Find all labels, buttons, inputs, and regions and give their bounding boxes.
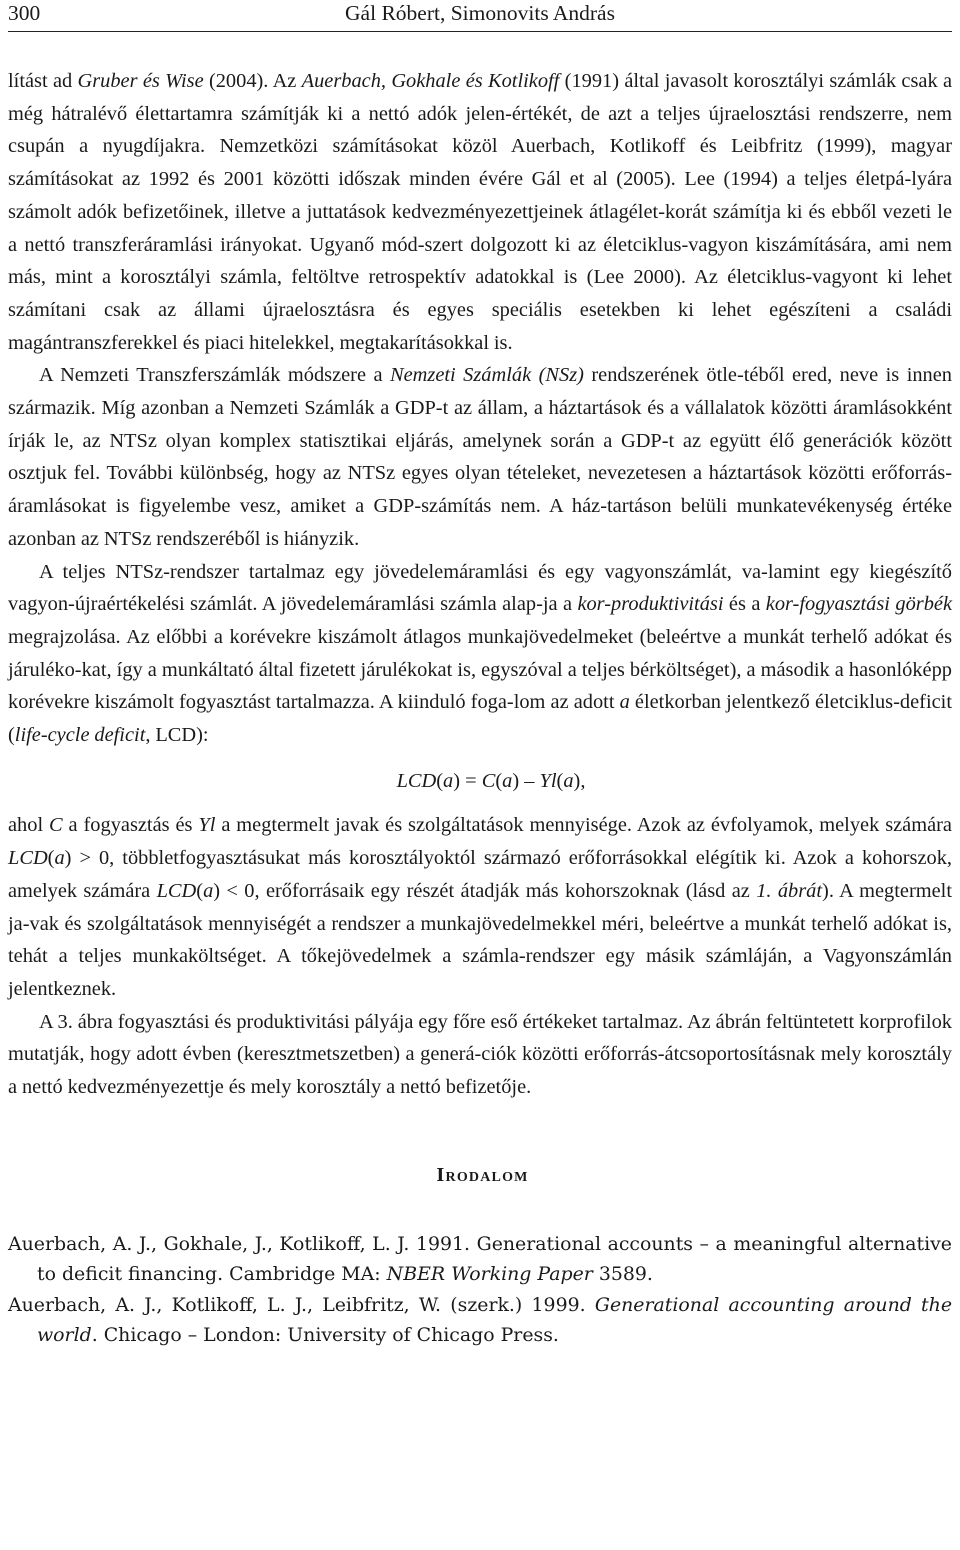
italic-text: NBER Working Paper (386, 1263, 593, 1286)
text-run: ) > 0, többletfogyasztásukat más korosztályoktól származó erőforrásokkal elégítik ki. Azok a kohorszok, amelyek számára (8, 847, 952, 902)
italic-text: Generational accounting around the world (37, 1293, 952, 1347)
italic-text: LCD (156, 879, 197, 902)
text-run: és a (723, 593, 766, 616)
italic-text: Yl (198, 814, 216, 837)
italic-text: a (502, 769, 513, 792)
paragraph (8, 809, 952, 1005)
text-run: ) < 0, erőforrásaik egy részét átadják más kohorszoknak (lásd az (213, 879, 757, 902)
text-run: lítást ad (8, 70, 78, 92)
running-title: Gál Róbert, Simonovits András (345, 1, 615, 25)
text-run: (2004). Az (203, 70, 302, 92)
text-run: ), (573, 769, 586, 792)
italic-text: C (481, 769, 496, 792)
text-run: ( (556, 769, 564, 792)
text-run: életkorban jelentkező életciklus-deficit ( (8, 691, 952, 747)
text-run: ( (47, 847, 55, 870)
text-run: . Chicago – London: University of Chicago Press. (91, 1324, 559, 1347)
text-run: rendszerének ötle-téből ered, neve is innen származik. Míg azonban a Nemzeti Számlák a GDP-t az állam, a háztartások és a vállalatok közötti áramlásokként írják le, az NTSz olyan komplex statisztikai eljárás, amelynek során a GDP-t az együtt élő generációk között osztjuk fel. További különbség, hogy az NTSz egyes olyan tételeket, nevezetesen a háztartások közötti erőforrás-áramlásokat is figyelembe vesz, amiket a GDP-számítás nem. A ház-tartáson belüli munkatevékenység értéke azonban az NTSz rendszeréből is hiányzik. (8, 364, 952, 550)
italic-text: 1. ábrát (756, 879, 823, 902)
text-run: A teljes NTSz-rendszer tartalmaz egy jövedelemáramlási és egy vagyonszámlát, va-lamint egy kiegészítő vagyon-újraértékelési számlát. A jövedelemáramlási számla alap-ja a (8, 560, 952, 616)
italic-text: Nemzeti Számlák (NSz) (390, 364, 584, 387)
italic-text: a (619, 691, 630, 714)
body-text (8, 65, 952, 1351)
italic-text: LCD (8, 847, 48, 870)
text-run: ( (196, 879, 204, 902)
text-run: ) = (453, 769, 482, 792)
text-run: a megtermelt javak és szolgáltatások mennyisége. Azok az évfolyamok, melyek számára (215, 814, 952, 837)
italic-text: Yl (539, 769, 557, 792)
italic-text: LCD (396, 769, 437, 792)
paragraphs-before-formula (8, 65, 952, 752)
italic-text: a (563, 769, 574, 792)
section-title: Irodalom (436, 1163, 529, 1186)
text-run: A 3. ábra fogyasztási és produktivitási pályája egy főre eső értékeket tartalmaz. Az ábrán feltüntetett korprofilok mutatják, hogy adott évben (keresztmetszetben) a generá-ciók közötti erőforrás-átcsoportosításnak mely korosztály a nettó kedvezményezettje és mely korosztály a nettó befizetője. (8, 1010, 952, 1099)
header-rule (8, 31, 952, 32)
paragraph (8, 65, 952, 359)
italic-text: Gruber és Wise (77, 70, 204, 92)
italic-text: Auerbach, Gokhale és Kotlikoff (301, 70, 560, 92)
text-run: 3589. (592, 1263, 653, 1286)
text-run: ( (495, 769, 503, 792)
reference-list (8, 1229, 952, 1351)
italic-text: a (203, 879, 214, 902)
text-run: a fogyasztás és (62, 814, 199, 837)
text-run: Auerbach, A. J., Gokhale, J., Kotlikoff, L. J. 1991. Generational accounts – a meaningful alternative to deficit financing. Cambridge MA: (8, 1232, 952, 1286)
paragraphs-after-formula (8, 809, 952, 1103)
text-run: megrajzolása. Az előbbi a korévekre kiszámolt átlagos munkajövedelmeket (beleértve a munkát terhelő adókat és járuléko-kat, így a munkáltató által fizetett járulékokat is, egyszóval a teljes bérköltséget), a második a hasonlóképp korévekre kiszámolt fogyasztást tartalmazza. A kiinduló foga-lom az adott (8, 625, 952, 714)
reference-entry (8, 1229, 952, 1290)
text-run: A Nemzeti Transzferszámlák módszere a (39, 364, 391, 387)
text-run: (1991) által javasolt korosztályi számlák csak a még hátralévő élettartamra számítják ki a nettó adók jelen-értékét, de azt a teljes újraelosztási rendszerre, nem csupán a nyugdíjakra. Nemzetközi számításokat közöl Auerbach, Kotlikoff és Leibfritz (1999), magyar számításokat az 1992 és 2001 közötti időszak minden évére Gál et al (2005). Lee (1994) a teljes életpá-lyára számolt adók befizetőinek, illetve a juttatások kedvezményezettjeinek átlagélet-korát számítja ki és ebből vezeti le a nettó transzferáramlási irányokat. Ugyanő mód-szert dolgozott ki az életciklus-vagyon kiszámítására, ami nem más, mint a korosztályi számla, feltöltve retrospektív adatokkal is (Lee 2000). Az életciklus-vagyont ki lehet számítani csak az állami újraelosztásra és egyes speciális esetekben ki lehet egészíteni a családi magántranszferekkel és piaci hitelekkel, megtakarításokkal is. (8, 70, 953, 354)
italic-text: a (54, 847, 65, 870)
running-head (8, 0, 952, 30)
italic-text: kor-produktivitási (577, 593, 724, 616)
paragraph (8, 1006, 952, 1104)
italic-text: a (443, 769, 454, 792)
reference-entry (8, 1290, 952, 1351)
formula (8, 765, 952, 798)
text-run: Auerbach, A. J., Kotlikoff, L. J., Leibfritz, W. (szerk.) 1999. (8, 1293, 595, 1316)
italic-text: C (49, 814, 63, 837)
italic-text: kor-fogyasztási görbék (765, 593, 953, 616)
italic-text: life-cycle deficit (14, 724, 146, 747)
text-run: ). A megtermelt ja-vak és szolgáltatások mennyiségét a rendszer a munkajövedelmekkel méri, beleértve a munkát terhelő adókat is, tehát a teljes munkaköltséget. A tőkejövedelmek a számla-rendszer egy másik számláján, a Vagyonszámlán jelentkeznek. (8, 879, 952, 1000)
paragraph (8, 359, 952, 555)
text-run: ) – (512, 769, 540, 792)
page-number: 300 (8, 1, 41, 25)
text-run: ahol (8, 814, 50, 837)
text-run: ( (436, 769, 444, 792)
text-run: , LCD): (145, 724, 209, 747)
paragraph (8, 556, 952, 752)
